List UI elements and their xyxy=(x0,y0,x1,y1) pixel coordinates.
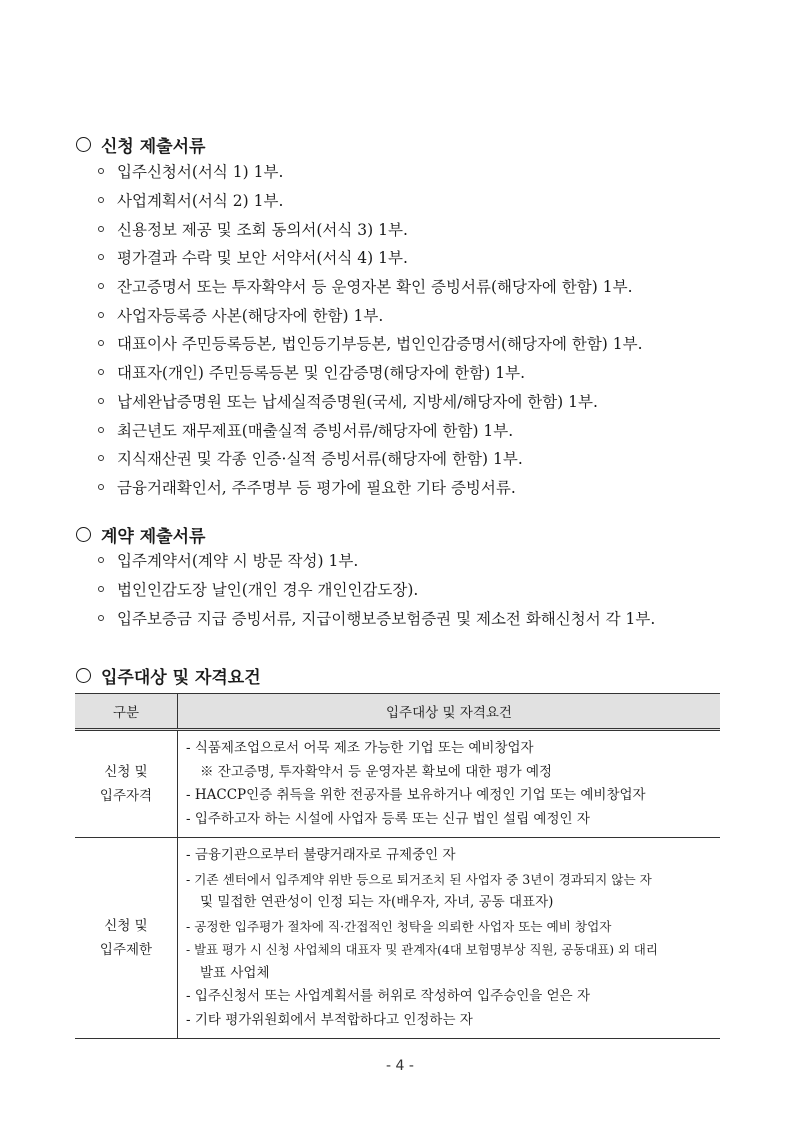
list-item-text: 지식재산권 및 각종 인증·실적 증빙서류(해당자에 한함) 1부. xyxy=(117,450,523,469)
small-circle-bullet-icon xyxy=(98,427,104,433)
circle-bullet-icon xyxy=(76,137,91,152)
section-title-text: 신청 제출서류 xyxy=(101,137,206,157)
small-circle-bullet-icon xyxy=(98,254,104,260)
list-item-text: 최근년도 재무제표(매출실적 증빙서류/해당자에 한함) 1부. xyxy=(117,421,514,440)
small-circle-bullet-icon xyxy=(98,312,104,318)
list-item xyxy=(98,214,643,243)
row-category xyxy=(75,730,178,838)
list-item-text: 대표이사 주민등록등본, 법인등기부등본, 법인인감증명서(해당자에 한함) 1부. xyxy=(117,335,643,354)
restriction-line: - 공정한 입주평가 절차에 직·간접적인 청탁을 의뢰한 사업자 또는 예비 창업자 xyxy=(186,918,612,934)
list-item xyxy=(98,415,643,444)
requirement-note: ※ 잔고증명, 투자확약서 등 운영자본 확보에 대한 평가 예정 xyxy=(200,763,553,780)
section-title-text: 입주대상 및 자격요건 xyxy=(101,668,261,688)
list-item-text: 대표자(개인) 주민등록등본 및 인감증명(해당자에 한함) 1부. xyxy=(117,364,525,383)
list-item xyxy=(98,157,643,186)
category-line: 입주제한 xyxy=(99,942,153,958)
restriction-line: - 기존 센터에서 입주계약 위반 등으로 퇴거조치 된 사업자 중 3년이 경과되지 않는 자 xyxy=(186,871,652,887)
row-requirements xyxy=(178,730,721,838)
list-item xyxy=(98,300,643,329)
requirement-line: - HACCP인증 취득을 위한 전공자를 보유하거나 예정인 기업 또는 예비창업자 xyxy=(186,787,646,803)
table-row xyxy=(75,730,720,838)
requirement-line: - 식품제조업으로서 어묵 제조 가능한 기업 또는 예비창업자 xyxy=(186,740,534,756)
small-circle-bullet-icon xyxy=(98,168,104,174)
small-circle-bullet-icon xyxy=(98,484,104,490)
list-item xyxy=(98,272,643,301)
list-item xyxy=(98,387,643,416)
table-header-row xyxy=(75,694,720,730)
application-docs-list xyxy=(98,157,643,501)
category-line: 신청 및 xyxy=(104,764,148,780)
section-title-contract-docs xyxy=(76,522,205,547)
small-circle-bullet-icon xyxy=(98,340,104,346)
restriction-line: - 금융기관으로부터 불량거래자로 규제중인 자 xyxy=(186,847,456,863)
circle-bullet-icon xyxy=(76,527,91,542)
small-circle-bullet-icon xyxy=(98,226,104,232)
category-line: 입주자격 xyxy=(99,788,153,804)
list-item-text: 사업자등록증 사본(해당자에 한함) 1부. xyxy=(117,306,384,325)
small-circle-bullet-icon xyxy=(98,369,104,375)
list-item xyxy=(98,473,643,502)
list-item-text: 납세완납증명원 또는 납세실적증명원(국세, 지방세/해당자에 한함) 1부. xyxy=(117,392,598,411)
contract-docs-list xyxy=(98,546,655,632)
section-title-eligibility xyxy=(76,663,261,688)
restriction-continuation: 발표 사업체 xyxy=(200,964,270,981)
list-item-text: 입주신청서(서식 1) 1부. xyxy=(117,163,284,182)
restriction-line: - 기타 평가위원회에서 부적합하다고 인정하는 자 xyxy=(186,1011,473,1028)
small-circle-bullet-icon xyxy=(98,455,104,461)
restriction-line: - 입주신청서 또는 사업계획서를 허위로 작성하여 입주승인을 얻은 자 xyxy=(186,988,591,1004)
header-requirements: 입주대상 및 자격요건 xyxy=(178,694,721,730)
small-circle-bullet-icon xyxy=(98,557,104,563)
circle-bullet-icon xyxy=(76,668,91,683)
list-item xyxy=(98,603,655,632)
list-item-text: 입주계약서(계약 시 방문 작성) 1부. xyxy=(117,552,359,571)
row-category xyxy=(75,838,178,1039)
page-number: - 4 - xyxy=(386,1058,414,1074)
list-item xyxy=(98,575,655,604)
eligibility-table xyxy=(75,693,720,1039)
list-item xyxy=(98,186,643,215)
row-restrictions xyxy=(178,838,721,1039)
requirement-line: - 입주하고자 하는 시설에 사업자 등록 또는 신규 법인 설립 예정인 자 xyxy=(186,810,590,827)
list-item-text: 사업계획서(서식 2) 1부. xyxy=(117,192,284,211)
list-item-text: 입주보증금 지급 증빙서류, 지급이행보증보험증권 및 제소전 화해신청서 각 1부. xyxy=(117,609,656,628)
list-item xyxy=(98,243,643,272)
restriction-continuation: 및 밀접한 연관성이 인정 되는 자(배우자, 자녀, 공동 대표자) xyxy=(200,894,554,910)
section-title-text: 계약 제출서류 xyxy=(101,527,206,547)
small-circle-bullet-icon xyxy=(98,283,104,289)
list-item-text: 법인인감도장 날인(개인 경우 개인인감도장). xyxy=(117,581,419,600)
category-line: 신청 및 xyxy=(104,918,148,934)
small-circle-bullet-icon xyxy=(98,197,104,203)
small-circle-bullet-icon xyxy=(98,586,104,592)
restriction-line: - 발표 평가 시 신청 사업체의 대표자 및 관계자(4대 보험명부상 직원, 공동대표) 외 대리 xyxy=(186,942,658,957)
list-item xyxy=(98,329,643,358)
small-circle-bullet-icon xyxy=(98,398,104,404)
section-title-application-docs xyxy=(76,132,205,157)
list-item-text: 잔고증명서 또는 투자확약서 등 운영자본 확인 증빙서류(해당자에 한함) 1부. xyxy=(117,278,633,297)
table-row xyxy=(75,838,720,1039)
list-item xyxy=(98,444,643,473)
small-circle-bullet-icon xyxy=(98,615,104,621)
list-item xyxy=(98,358,643,387)
header-category: 구분 xyxy=(75,694,178,730)
list-item-text: 평가결과 수락 및 보안 서약서(서식 4) 1부. xyxy=(117,249,408,268)
list-item xyxy=(98,546,655,575)
list-item-text: 신용정보 제공 및 조회 동의서(서식 3) 1부. xyxy=(117,220,408,239)
list-item-text: 금융거래확인서, 주주명부 등 평가에 필요한 기타 증빙서류. xyxy=(117,478,516,497)
